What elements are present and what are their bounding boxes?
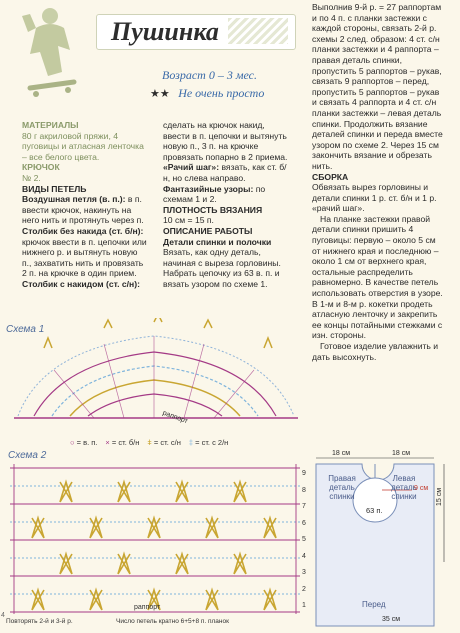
pattern-diagram	[312, 450, 458, 630]
child-skater-illustration	[18, 6, 88, 98]
title-stripe	[228, 18, 288, 44]
rach-step: «Рачий шаг»: вязать, как ст. б/н, но слева направо.	[163, 162, 287, 183]
scheme-2	[4, 448, 306, 633]
assembly-text-2: На планке застежки правой детали спинки пришить 4 пуговицы: первую – около 5 см от нижнего края и последнюю – около 1 см от верхнего края, остальные распределить равномерно. В качестве петель использовать отверстия в узоре. В 1-м и 8-м р. кокетки продеть атласную ленточку и закрепить ее концы потайными стежками с изн. стороны.	[312, 213, 443, 341]
legend-sbn: × = ст. б/н	[105, 438, 140, 447]
assembly-text-1: Обвязать вырез горловины и детали спинки 1 р. ст. б/н и 1 р. «рачий шаг».	[312, 182, 437, 214]
height-label: 15 см	[436, 487, 443, 506]
difficulty-row	[150, 84, 264, 102]
loop-ssn-cont: сделать на крючок накид, ввести в п. цепочки и вытянуть новую п., 3 п. на крючке провязать попарно в 2 приема.	[163, 120, 288, 162]
scheme-1-label: Схема 1	[6, 324, 45, 335]
hook-heading: КРЮЧОК	[22, 162, 60, 173]
column-materials	[22, 120, 148, 290]
width-left: 18 см	[332, 450, 351, 457]
legend-ssn: ǂ = ст. с/н	[147, 438, 181, 447]
scheme-2-repeat-note: Повторять 2-й и 3-й р.	[6, 618, 73, 625]
difficulty-label: Не очень просто	[178, 86, 265, 100]
age-label: Возраст 0 – 3 мес.	[162, 68, 257, 82]
scheme-1	[4, 318, 306, 430]
width-right: 18 см	[392, 450, 411, 457]
work-heading: ОПИСАНИЕ РАБОТЫ	[163, 225, 253, 236]
column-assembly	[312, 2, 444, 362]
bottom-width-label: 35 см	[382, 616, 401, 623]
loops-heading: ВИДЫ ПЕТЕЛЬ	[22, 183, 87, 194]
loop-chain: Воздушная петля (в. п.): в п. ввести крючок, накинуть на него нить и протянуть через п.	[22, 194, 144, 226]
left-back-part-label: Левая деталь спинки	[391, 474, 417, 501]
materials-text: 80 г акриловой пряжи, 4 пуговицы и атласная ленточка – все белого цвета.	[22, 130, 144, 162]
assembly-heading: СБОРКА	[312, 171, 349, 182]
difficulty-stars: ★★	[150, 88, 170, 100]
page-title: Пушинка	[111, 17, 219, 46]
right-back-part-label: Правая деталь спинки	[328, 474, 356, 501]
loop-sbn: Столбик без накида (ст. б/н): крючок ввести в п. цепочки или нижнего р. и вытянуть новую п., захватить нить и провязать 2 п. на крючке в один прием.	[22, 225, 147, 279]
front-label: Перед	[362, 600, 386, 609]
parts-heading: Детали спинки и полочки	[163, 236, 272, 247]
header-banner	[0, 0, 300, 118]
scheme-1-chart	[4, 318, 306, 430]
scheme-2-row-numbers: 9 8 7 6 5 4 3 2 1	[302, 470, 306, 609]
scheme-2-chart	[10, 464, 300, 614]
loop-ssn: Столбик с накидом (ст. с/н):	[22, 278, 140, 289]
neck-loops-label: 63 п.	[366, 506, 383, 515]
materials-heading: МАТЕРИАЛЫ	[22, 120, 79, 130]
density-text: 10 см = 15 п.	[163, 215, 214, 226]
legend-chain: ○ = в. п.	[70, 438, 98, 447]
fancy-patterns: Фантазийные узоры: по схемам 1 и 2.	[163, 183, 266, 205]
column-description	[163, 120, 293, 290]
scheme-1-rapport: раппорт	[161, 409, 189, 426]
scheme-2-rapport: раппорт	[134, 604, 161, 611]
legend-ssn2: ‡ = ст. с 2/н	[188, 438, 229, 447]
hook-text: № 2.	[22, 172, 41, 183]
scheme-2-label: Схема 2	[8, 450, 47, 461]
scheme-2-count-note: Число петель кратно 6+5+8 п. планок	[116, 618, 229, 625]
density-heading: ПЛОТНОСТЬ ВЯЗАНИЯ	[163, 204, 263, 215]
assembly-intro: Выполнив 9-й р. = 27 раппортам и по 4 п. с планки застежки с каждой стороны, связать 2-й р. схемы 2 след. образом: 4 ст. с/н планки застежки и 4 раппорта – правая деталь спинки, пропустить 5 раппортов – рукав, связать 9 раппортов – перед, пропустить 5 раппортов – рукав и связать 4 раппорта и 4 ст. с/н планки застежки – левая деталь спинки. Продолжить вязание деталей спинки и переда вместе узором по схеме 2. Через 15 см закончить вязание и обрезать нить.	[312, 2, 443, 171]
parts-text: Вязать, как одну деталь, начиная с вырезa горловины. Набрать цепочку из 63 в. п. и вязать узором по схеме 1.	[163, 247, 281, 289]
assembly-text-3: Готовое изделие увлажнить и дать высохнуть.	[312, 341, 439, 362]
neck-radius-label: 9 см	[414, 485, 429, 492]
page-number: 4	[1, 612, 5, 619]
symbols-legend	[70, 438, 300, 447]
